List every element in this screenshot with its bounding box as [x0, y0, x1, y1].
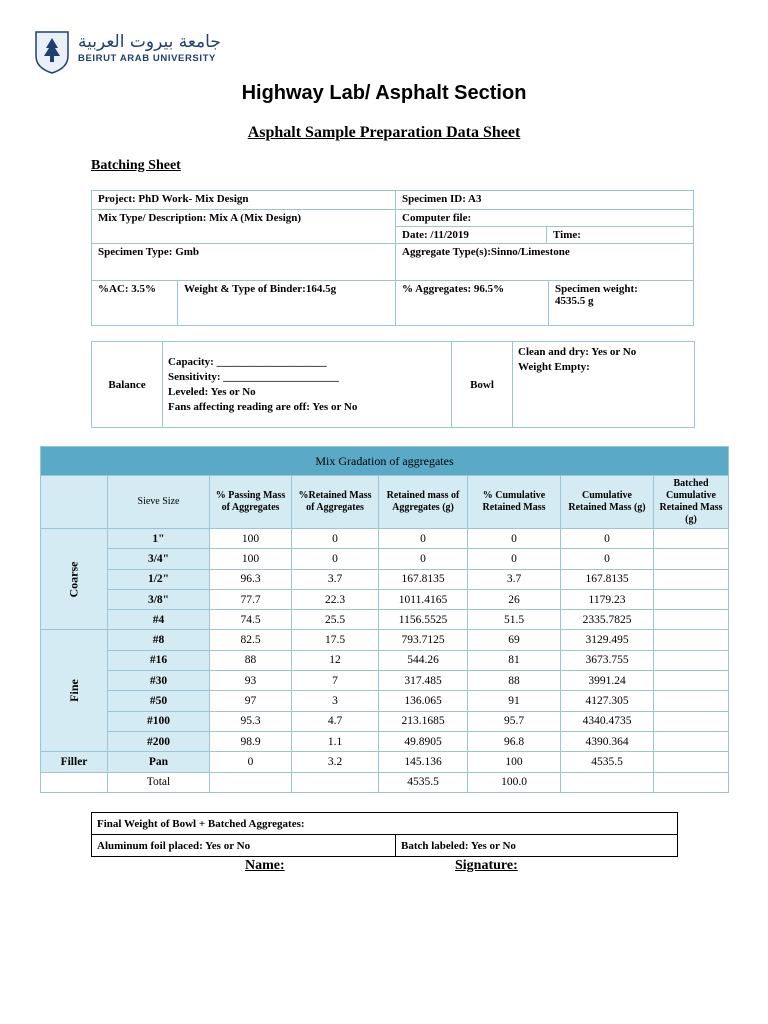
col-cum-mass: Cumulative Retained Mass (g): [561, 476, 654, 529]
batched-cell: [654, 589, 729, 609]
sieve-cell: 3/4": [108, 549, 210, 569]
retained-cell: 3.7: [292, 569, 379, 589]
computer-file: Computer file:: [396, 210, 693, 227]
batch-labeled: Batch labeled: Yes or No: [396, 835, 678, 857]
passing-cell: 0: [210, 752, 292, 772]
cum-pct-cell: 100: [468, 752, 561, 772]
sieve-cell: #16: [108, 650, 210, 670]
leveled: Leveled: Yes or No: [168, 385, 256, 398]
date: Date: /11/2019: [396, 227, 547, 243]
mix-type-cell: Mix Type/ Description: Mix A (Mix Design): [92, 210, 396, 244]
ret-mass-cell: 1011.4165: [379, 589, 468, 609]
ret-mass-cell: 167.8135: [379, 569, 468, 589]
specimen-weight-label: Specimen weight:: [555, 283, 638, 295]
balance-table: [91, 341, 695, 428]
file-date-cell: [396, 210, 694, 244]
balance-label: Balance: [92, 342, 163, 428]
batched-cell: [654, 610, 729, 630]
retained-cell: 3.2: [292, 752, 379, 772]
total-cum-pct: 100.0: [468, 772, 561, 792]
retained-cell: 0: [292, 529, 379, 549]
cum-pct-cell: 96.8: [468, 731, 561, 751]
retained-cell: 1.1: [292, 731, 379, 751]
sieve-cell: #30: [108, 671, 210, 691]
retained-cell: 17.5: [292, 630, 379, 650]
specimen-weight-cell: [549, 281, 694, 326]
sieve-cell: #4: [108, 610, 210, 630]
cum-pct-cell: 81: [468, 650, 561, 670]
sieve-cell: Pan: [108, 752, 210, 772]
cum-mass-cell: 4340.4735: [561, 711, 654, 731]
table-row: [41, 630, 729, 650]
time: Time:: [553, 229, 581, 241]
section-title: Batching Sheet: [91, 158, 181, 173]
table-row: [41, 650, 729, 670]
ret-mass-cell: 317.485: [379, 671, 468, 691]
total-passing: [210, 772, 292, 792]
sieve-cell: 1": [108, 529, 210, 549]
cum-mass-cell: 4127.305: [561, 691, 654, 711]
passing-cell: 74.5: [210, 610, 292, 630]
university-logo: [34, 30, 70, 74]
cum-mass-cell: 3991.24: [561, 671, 654, 691]
retained-cell: 22.3: [292, 589, 379, 609]
university-name-arabic: جامعة بيروت العربية: [78, 32, 221, 52]
col-cum-pct: % Cumulative Retained Mass: [468, 476, 561, 529]
ret-mass-cell: 1156.5525: [379, 610, 468, 630]
cum-pct-cell: 88: [468, 671, 561, 691]
ret-mass-cell: 213.1685: [379, 711, 468, 731]
cum-mass-cell: 4390.364: [561, 731, 654, 751]
date-time-row: [396, 227, 693, 243]
retained-cell: 0: [292, 549, 379, 569]
ac-cell: %AC: 3.5%: [92, 281, 178, 326]
retained-cell: 3: [292, 691, 379, 711]
group-filler: Filler: [41, 752, 108, 772]
cum-mass-cell: 1179.23: [561, 589, 654, 609]
passing-cell: 77.7: [210, 589, 292, 609]
sieve-cell: #8: [108, 630, 210, 650]
sieve-cell: 1/2": [108, 569, 210, 589]
cum-pct-cell: 69: [468, 630, 561, 650]
table-row: [41, 671, 729, 691]
group-label: Coarse: [66, 561, 81, 598]
sieve-cell: #50: [108, 691, 210, 711]
passing-cell: 100: [210, 549, 292, 569]
batched-cell: [654, 691, 729, 711]
passing-cell: 100: [210, 529, 292, 549]
cum-pct-cell: 51.5: [468, 610, 561, 630]
lab-title: Highway Lab/ Asphalt Section: [241, 82, 527, 104]
ret-mass-cell: 0: [379, 549, 468, 569]
balance-details: [163, 342, 452, 428]
cum-mass-cell: 3673.755: [561, 650, 654, 670]
signature-label: Signature:: [455, 858, 518, 873]
cum-pct-cell: 0: [468, 529, 561, 549]
sieve-cell: #200: [108, 731, 210, 751]
passing-cell: 96.3: [210, 569, 292, 589]
table-row: [41, 569, 729, 589]
clean-dry: Clean and dry: Yes or No: [518, 346, 637, 358]
batched-cell: [654, 529, 729, 549]
passing-cell: 95.3: [210, 711, 292, 731]
batched-cell: [654, 549, 729, 569]
gradation-table: [40, 446, 729, 793]
total-ret-mass: 4535.5: [379, 772, 468, 792]
weight-empty: Weight Empty:: [518, 361, 590, 373]
aggregates-pct-cell: % Aggregates: 96.5%: [396, 281, 549, 326]
foil-placed: Aluminum foil placed: Yes or No: [92, 835, 396, 857]
bowl-label: Bowl: [452, 342, 513, 428]
group-header: [41, 476, 108, 529]
university-name-english: BEIRUT ARAB UNIVERSITY: [78, 53, 216, 64]
retained-cell: 25.5: [292, 610, 379, 630]
bowl-details: [513, 342, 695, 428]
total-cum-mass: [561, 772, 654, 792]
passing-cell: 98.9: [210, 731, 292, 751]
col-batched: Batched Cumulative Retained Mass (g): [654, 476, 729, 529]
passing-cell: 93: [210, 671, 292, 691]
passing-cell: 82.5: [210, 630, 292, 650]
final-weight: Final Weight of Bowl + Batched Aggregates:: [92, 813, 678, 835]
binder-cell: Weight & Type of Binder:164.5g: [178, 281, 396, 326]
ret-mass-cell: 544.26: [379, 650, 468, 670]
col-retained-mass: Retained mass of Aggregates (g): [379, 476, 468, 529]
cum-mass-cell: 0: [561, 529, 654, 549]
sensitivity: Sensitivity: _____________________: [168, 370, 339, 383]
col-sieve-size: Sieve Size: [108, 476, 210, 529]
total-group: [41, 772, 108, 792]
cum-mass-cell: 2335.7825: [561, 610, 654, 630]
sieve-cell: 3/8": [108, 589, 210, 609]
table-row: [41, 731, 729, 751]
cum-pct-cell: 91: [468, 691, 561, 711]
group-coarse: [41, 529, 108, 630]
cum-pct-cell: 0: [468, 549, 561, 569]
project-cell: Project: PhD Work- Mix Design: [92, 191, 396, 210]
table-row: [41, 529, 729, 549]
passing-cell: 88: [210, 650, 292, 670]
specimen-type-cell: Specimen Type: Gmb: [92, 244, 396, 281]
col-retained: %Retained Mass of Aggregates: [292, 476, 379, 529]
retained-cell: 7: [292, 671, 379, 691]
cum-pct-cell: 3.7: [468, 569, 561, 589]
retained-cell: 12: [292, 650, 379, 670]
group-label: Fine: [66, 679, 81, 703]
name-label: Name:: [245, 858, 285, 873]
cum-pct-cell: 95.7: [468, 711, 561, 731]
group-fine: [41, 630, 108, 752]
batched-cell: [654, 731, 729, 751]
col-passing: % Passing Mass of Aggregates: [210, 476, 292, 529]
passing-cell: 97: [210, 691, 292, 711]
ret-mass-cell: 136.065: [379, 691, 468, 711]
ret-mass-cell: 0: [379, 529, 468, 549]
table-row: [41, 711, 729, 731]
batched-cell: [654, 752, 729, 772]
cum-pct-cell: 26: [468, 589, 561, 609]
cum-mass-cell: 4535.5: [561, 752, 654, 772]
capacity: Capacity: ____________________: [168, 355, 327, 368]
table-row: [41, 752, 729, 772]
total-label: Total: [108, 772, 210, 792]
ret-mass-cell: 49.8905: [379, 731, 468, 751]
batched-cell: [654, 671, 729, 691]
cum-mass-cell: 3129.495: [561, 630, 654, 650]
batched-cell: [654, 569, 729, 589]
fans: Fans affecting reading are off: Yes or No: [168, 400, 358, 413]
table-row: [41, 610, 729, 630]
retained-cell: 4.7: [292, 711, 379, 731]
table-row: [41, 549, 729, 569]
batched-cell: [654, 630, 729, 650]
aggregate-types-cell: Aggregate Type(s):Sinno/Limestone: [396, 244, 694, 281]
specimen-weight-value: 4535.5 g: [555, 295, 594, 307]
batched-cell: [654, 711, 729, 731]
batched-cell: [654, 650, 729, 670]
cum-mass-cell: 167.8135: [561, 569, 654, 589]
ret-mass-cell: 145.136: [379, 752, 468, 772]
sheet-title: Asphalt Sample Preparation Data Sheet: [247, 124, 521, 141]
specimen-id-cell: Specimen ID: A3: [396, 191, 694, 210]
table-row: [41, 691, 729, 711]
ret-mass-cell: 793.7125: [379, 630, 468, 650]
total-retained: [292, 772, 379, 792]
final-table: [91, 812, 678, 857]
cum-mass-cell: 0: [561, 549, 654, 569]
sieve-cell: #100: [108, 711, 210, 731]
gradation-title: Mix Gradation of aggregates: [41, 447, 729, 476]
table-row: [41, 589, 729, 609]
specimen-info-table: [91, 190, 694, 326]
total-batched: [654, 772, 729, 792]
